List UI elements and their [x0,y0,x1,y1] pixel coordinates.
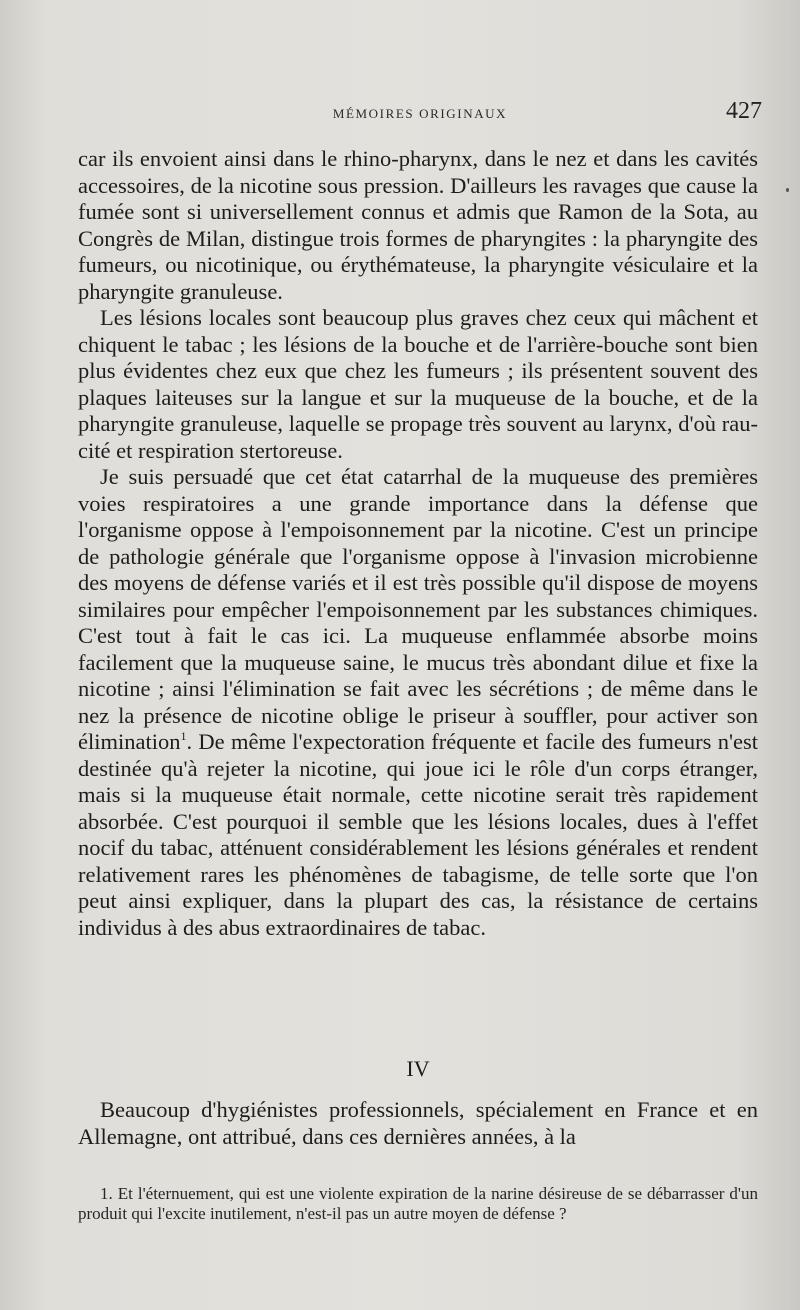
paragraph-3 [78,464,758,941]
section-paragraph: Beaucoup d'hygiénistes professionnels, spécialement en France et en Allemagne, ont attribué, dans ces dernières années, à la [78,1097,758,1149]
footnote [78,1184,758,1224]
page-number: 427 [726,98,762,124]
footnote-text: 1. Et l'éternuement, qui est une violente expiration de la narine désireuse de se débarrasser d'un produit qui l'excite inutilement, n'est-il pas un autre moyen de défense ? [78,1184,758,1223]
paragraph-3-text: Je suis persuadé que cet état catarrhal de la muqueuse des premières voies respiratoires a une grande importance dans la défense que l'organisme oppose à l'empoisonnement par la nicotine. C'est un principe de pathologie générale que l'organisme oppose à l'invasion microbienne des moyens de défense variés et il est très possible qu'il dispose de moyens similaires pour empêcher l'empoisonnement par les substances chimiques. C'est tout à fait le cas ici. La muqueuse enflammée absorbe moins facilement que la muqueuse saine, le mucus très abondant dilue et fixe la nicotine ; ainsi l'élimination se fait avec les sécrétions ; de même dans le nez la présence de nicotine oblige le priseur à souffler, pour activer son élimination [78,464,758,754]
footnote-marker: 1 [180,729,187,743]
paragraph-3-continuation: . De même l'expectoration fréquente et facile des fumeurs n'est destinée qu'à rejeter la nicotine, qui joue ici le rôle d'un corps étranger, mais si la muqueuse était normale, cette nicotine serait très rapidement absorbée. C'est pourquoi il semble que les lésions locales, dues à l'effet nocif du tabac, atténuent considérablement les lésions générales et rendent relativement rares les phénomènes de tabagisme, de telle sorte que l'on peut ainsi expliquer, dans la plupart des cas, la résistance de certains individus à des abus extraordinaires de tabac. [78,729,758,940]
ink-speck [786,188,789,192]
paragraph-2: Les lésions locales sont beaucoup plus graves chez ceux qui mâchent et chiquent le tabac ; les lésions de la bouche et de l'arrière-bouche sont bien plus évidentes chez eux que chez les fumeurs ; ils présentent souvent des plaques laiteuses sur la langue et sur la muqueuse de la bouche, et de la pharyngite granuleuse, laquelle se propage très souvent au larynx, d'où raucité et respiration stertoreuse. [78,305,758,463]
body-text [78,146,758,941]
page-header [78,98,762,134]
section-heading: IV [406,1056,430,1081]
running-head: MÉMOIRES ORIGINAUX [332,106,508,121]
section-body [78,1097,758,1150]
paragraph-1: car ils envoient ainsi dans le rhino-pharynx, dans le nez et dans les cavités accessoires, de la nicotine sous pression. D'ailleurs les ravages que cause la fumée sont si universellement connus et admis que Ramon de la Sota, au Congrès de Milan, distingue trois formes de pharyngites : la pharyngite des fumeurs, ou nicotinique, ou érythémateuse, la pharyngite vésiculaire et la pharyngite granuleuse. [78,146,758,304]
